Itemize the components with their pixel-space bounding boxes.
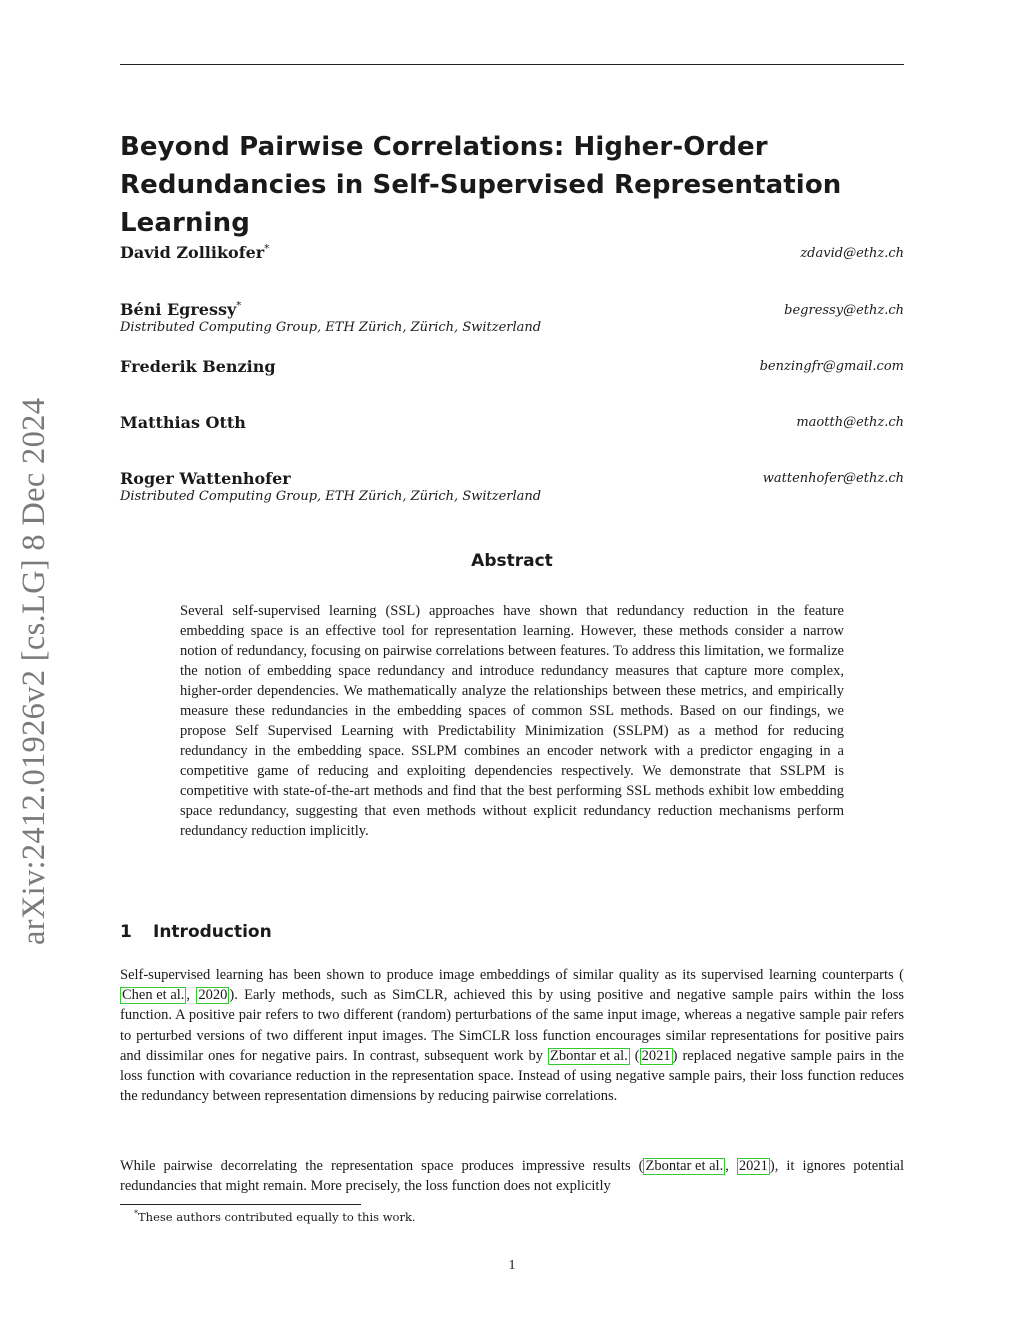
citation-link[interactable]: Zbontar et al. (645, 1158, 724, 1174)
author-email[interactable]: wattenhofer@ethz.ch (762, 471, 904, 486)
footnote: *These authors contributed equally to this work. (134, 1209, 416, 1224)
author-email[interactable]: zdavid@ethz.ch (800, 246, 904, 261)
abstract-heading: Abstract (471, 551, 553, 571)
citation-link[interactable]: Chen et al. (122, 987, 185, 1004)
top-rule (120, 64, 904, 65)
citation-link[interactable]: 2020 (198, 987, 228, 1004)
author-name: Roger Wattenhofer (120, 469, 291, 488)
author-name: Frederik Benzing (120, 357, 276, 376)
author-name: David Zollikofer* (120, 243, 270, 262)
section-number: 1 (120, 922, 132, 942)
intro-paragraph-2: While pairwise decorrelating the representation space produces impressive results ( Zbontar et al. , 2021 ), it ignores potential redundancies that might remain. More precisely, the loss function does not explicitly (120, 1158, 905, 1195)
abstract-text: Several self-supervised learning (SSL) approaches have shown that redundancy reduction in the feature embedding space is an effective tool for representation learning. However, these methods consider a narrow notion of redundancy, focusing on pairwise correlations between features. To address this limitation, we formalize the notion of embedding space redundancy and introduce redundancy measures that capture more complex, higher-order dependencies. We mathematically analyze the relationships between these metrics, and empirically measure these redundancies in the embedding spaces of common SSL methods. Based on our findings, we propose Self Supervised Learning with Predictability Minimization (SSLPM) as a method for reducing redundancy in the embedding space. SSLPM combines an encoder network with a predictor engaging in a competitive game of reducing and exploiting dependencies respectively. We demonstrate that SSLPM is competitive with state-of-the-art methods and find that the best performing SSL methods exhibit low embedding space redundancy, suggesting that even methods without explicit redundancy reduction mechanisms perform redundancy reduction implicitly. (180, 603, 844, 839)
author-email[interactable]: benzingfr@gmail.com (759, 359, 904, 374)
paper-title: Beyond Pairwise Correlations: Higher-Order Redundancies in Self-Supervised Representation Learning (120, 132, 842, 238)
author-name: Matthias Otth (120, 413, 246, 432)
author-affiliation: Distributed Computing Group, ETH Zürich, Zürich, Switzerland (120, 320, 542, 335)
footnote-rule (120, 1204, 361, 1205)
author-name: Béni Egressy* (120, 300, 242, 319)
citation-link[interactable]: Zbontar et al. (550, 1047, 628, 1064)
citation-link[interactable]: 2021 (738, 1158, 768, 1174)
arxiv-identifier: arXiv:2412.01926v2 [cs.LG] 8 Dec 2024 (16, 397, 52, 945)
section-title: Introduction (153, 922, 272, 942)
citation-link[interactable]: 2021 (641, 1047, 671, 1064)
section-heading (120, 922, 272, 942)
author-email[interactable]: maotth@ethz.ch (796, 415, 904, 430)
page-number: 1 (508, 1258, 516, 1273)
author-affiliation: Distributed Computing Group, ETH Zürich, Zürich, Switzerland (120, 489, 542, 504)
intro-paragraph-1: Self-supervised learning has been shown to produce image embeddings of similar quality as its supervised learning counterparts (Chen et al. , 2020 ). Early methods, such as SimCLR, achieved this by using positive and negative sample pairs within the loss function. A positive pair refers to two different (random) perturbations of the same input image, whereas a negative sample pair refers to perturbed versions of two different input images. The SimCLR loss function encourages similar representations for positive pairs and dissimilar ones for negative pairs. In contrast, subsequent work by Zbontar et al. ( 2021 ) replaced negative sample pairs in the loss function with covariance reduction in the representation space. Instead of using negative sample pairs, their loss function reduces the redundancy between representation dimensions by reducing pairwise correlations. (120, 967, 905, 1105)
author-email[interactable]: begressy@ethz.ch (784, 303, 904, 318)
